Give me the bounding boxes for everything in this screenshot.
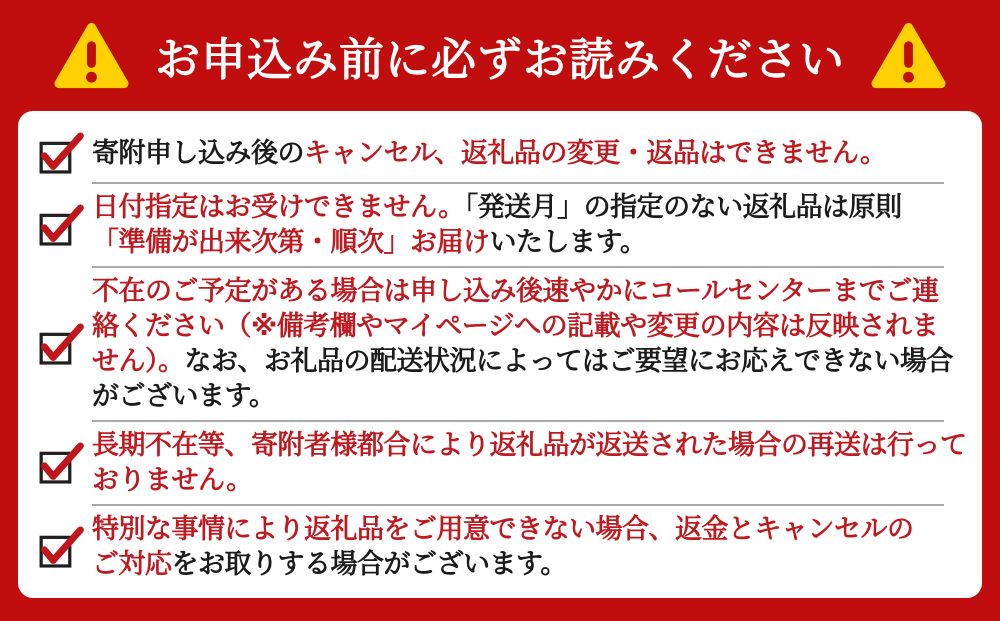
notice-item [36, 506, 952, 588]
notice-item-line: せん）。なお、お礼品の配送状況によってはご要望にお応えできない場合 [92, 346, 953, 376]
notice-item-line: おりません。 [92, 465, 253, 495]
notice-panel [18, 111, 982, 598]
notice-item-line: 長期不在等、寄附者様都合により返礼品が返送された場合の再送は行って [92, 430, 967, 460]
checked-checkbox-icon [36, 322, 86, 367]
banner-header [0, 0, 1000, 111]
warning-triangle-icon [871, 20, 946, 92]
notice-item-text [92, 136, 886, 171]
checked-checkbox-icon [36, 203, 86, 248]
notice-item-text [92, 274, 953, 414]
checked-checkbox-icon [36, 525, 86, 570]
notice-item-line: 不在のご予定がある場合は申し込み後速やかにコールセンターまでご連 [92, 276, 939, 306]
checked-checkbox-icon [36, 441, 86, 486]
notice-item-text [92, 512, 914, 582]
notice-item-line: 特別な事情により返礼品をご用意できない場合、返金とキャンセルの [92, 514, 914, 544]
notice-item-line: 日付指定はお受けできません。「発送月」の指定のない返礼品は原則 [92, 192, 902, 222]
notice-item [36, 422, 967, 504]
notice-item-line: 寄附申し込み後のキャンセル、返礼品の変更・返品はできません。 [92, 138, 887, 168]
warning-triangle-icon [54, 20, 129, 92]
banner-title: お申込み前に必ずお読みください [154, 34, 845, 85]
notice-item [36, 184, 952, 266]
notice-item-line: 絡ください（※備考欄やマイページへの記載や変更の内容は反映されま [92, 311, 939, 341]
notice-item [36, 268, 952, 420]
notice-item [36, 125, 952, 182]
notice-item-line: ご対応をお取りする場合がございます。 [92, 549, 567, 579]
notice-item-text [92, 190, 902, 260]
notice-item-line: がございます。 [92, 381, 276, 411]
notice-item-line: 「準備が出来次第・順次」お届けいたします。 [92, 227, 647, 257]
checked-checkbox-icon [36, 131, 86, 176]
notice-item-text [92, 428, 967, 498]
notice-list [36, 125, 967, 588]
